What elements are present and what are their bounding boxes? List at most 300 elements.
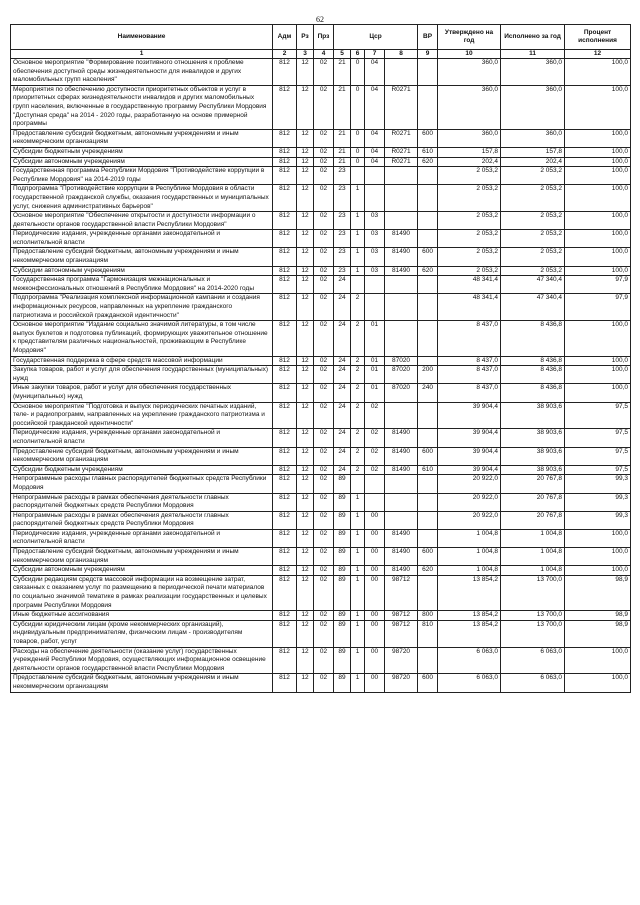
row-rz-cell: 12 bbox=[297, 167, 314, 185]
row-csr-program-cell: 21 bbox=[334, 59, 351, 86]
row-rz-cell: 12 bbox=[297, 157, 314, 167]
row-percent-cell: 97,5 bbox=[565, 402, 631, 429]
row-percent-cell: 100,0 bbox=[565, 647, 631, 674]
row-percent-cell: 100,0 bbox=[565, 85, 631, 129]
row-csr-measure-cell: 01 bbox=[365, 356, 385, 366]
row-csr-program-cell: 24 bbox=[334, 402, 351, 429]
row-prz-cell: 02 bbox=[314, 167, 334, 185]
row-executed-cell: 20 767,8 bbox=[501, 475, 565, 493]
table-row bbox=[11, 321, 631, 356]
row-csr-subprogram-cell bbox=[351, 167, 365, 185]
row-csr-direction-cell: 81490 bbox=[385, 266, 418, 276]
row-adm-cell: 812 bbox=[273, 429, 297, 447]
row-adm-cell: 812 bbox=[273, 167, 297, 185]
header-name: Наименование bbox=[11, 25, 273, 50]
row-csr-measure-cell: 04 bbox=[365, 147, 385, 157]
row-csr-direction-cell bbox=[385, 59, 418, 86]
row-csr-program-cell: 89 bbox=[334, 511, 351, 529]
row-prz-cell: 02 bbox=[314, 647, 334, 674]
row-csr-measure-cell: 00 bbox=[365, 511, 385, 529]
row-adm-cell: 812 bbox=[273, 129, 297, 147]
row-percent-cell: 100,0 bbox=[565, 566, 631, 576]
row-name-cell: Предоставление субсидий бюджетным, автономным учреждениям и иным некоммерческим организациям bbox=[11, 129, 273, 147]
row-approved-cell: 13 854,2 bbox=[438, 611, 501, 621]
row-percent-cell: 98,9 bbox=[565, 611, 631, 621]
row-executed-cell: 2 053,2 bbox=[501, 248, 565, 266]
page-number: 62 bbox=[316, 15, 324, 24]
row-percent-cell: 99,3 bbox=[565, 493, 631, 511]
row-rz-cell: 12 bbox=[297, 548, 314, 566]
row-csr-measure-cell bbox=[365, 475, 385, 493]
row-vr-cell bbox=[418, 493, 438, 511]
row-percent-cell: 98,9 bbox=[565, 575, 631, 610]
row-rz-cell: 12 bbox=[297, 294, 314, 321]
row-approved-cell: 360,0 bbox=[438, 59, 501, 86]
row-vr-cell: 620 bbox=[418, 566, 438, 576]
row-approved-cell: 2 053,2 bbox=[438, 230, 501, 248]
row-csr-subprogram-cell: 1 bbox=[351, 566, 365, 576]
row-approved-cell: 8 437,0 bbox=[438, 366, 501, 384]
table-row bbox=[11, 366, 631, 384]
row-csr-direction-cell bbox=[385, 475, 418, 493]
row-csr-direction-cell bbox=[385, 511, 418, 529]
row-percent-cell: 99,3 bbox=[565, 475, 631, 493]
row-csr-direction-cell: 81490 bbox=[385, 248, 418, 266]
row-percent-cell: 100,0 bbox=[565, 366, 631, 384]
row-approved-cell: 20 922,0 bbox=[438, 493, 501, 511]
row-csr-program-cell: 24 bbox=[334, 447, 351, 465]
row-csr-measure-cell: 03 bbox=[365, 212, 385, 230]
column-number-row bbox=[11, 50, 631, 59]
row-csr-subprogram-cell: 1 bbox=[351, 493, 365, 511]
row-prz-cell: 02 bbox=[314, 475, 334, 493]
row-csr-subprogram-cell: 2 bbox=[351, 465, 365, 475]
row-csr-direction-cell: 81490 bbox=[385, 230, 418, 248]
row-vr-cell bbox=[418, 185, 438, 212]
row-prz-cell: 02 bbox=[314, 248, 334, 266]
header-approved: Утверждено на год bbox=[438, 25, 501, 50]
row-prz-cell: 02 bbox=[314, 276, 334, 294]
row-name-cell: Непрограммные расходы в рамках обеспечения деятельности главных распорядителей бюджетных средств Республики Мордовия bbox=[11, 493, 273, 511]
row-csr-program-cell: 89 bbox=[334, 674, 351, 692]
row-approved-cell: 2 053,2 bbox=[438, 212, 501, 230]
row-csr-direction-cell bbox=[385, 212, 418, 230]
row-rz-cell: 12 bbox=[297, 356, 314, 366]
row-vr-cell bbox=[418, 529, 438, 547]
row-vr-cell: 240 bbox=[418, 384, 438, 402]
row-csr-program-cell: 21 bbox=[334, 85, 351, 129]
row-csr-measure-cell bbox=[365, 294, 385, 321]
row-approved-cell: 2 053,2 bbox=[438, 248, 501, 266]
row-csr-direction-cell: 98712 bbox=[385, 611, 418, 621]
row-csr-direction-cell bbox=[385, 185, 418, 212]
row-executed-cell: 2 053,2 bbox=[501, 230, 565, 248]
row-rz-cell: 12 bbox=[297, 465, 314, 475]
row-csr-direction-cell: 87020 bbox=[385, 366, 418, 384]
row-rz-cell: 12 bbox=[297, 212, 314, 230]
row-approved-cell: 2 053,2 bbox=[438, 266, 501, 276]
table-row bbox=[11, 511, 631, 529]
row-percent-cell: 97,9 bbox=[565, 294, 631, 321]
row-prz-cell: 02 bbox=[314, 384, 334, 402]
row-csr-subprogram-cell: 1 bbox=[351, 548, 365, 566]
row-csr-program-cell: 89 bbox=[334, 611, 351, 621]
row-adm-cell: 812 bbox=[273, 384, 297, 402]
row-vr-cell bbox=[418, 276, 438, 294]
row-csr-subprogram-cell: 2 bbox=[351, 321, 365, 356]
row-csr-direction-cell: 81490 bbox=[385, 465, 418, 475]
row-approved-cell: 6 063,0 bbox=[438, 674, 501, 692]
row-approved-cell: 2 053,2 bbox=[438, 167, 501, 185]
row-csr-measure-cell: 04 bbox=[365, 157, 385, 167]
row-adm-cell: 812 bbox=[273, 620, 297, 647]
table-row bbox=[11, 356, 631, 366]
row-csr-direction-cell: 98712 bbox=[385, 575, 418, 610]
row-percent-cell: 100,0 bbox=[565, 266, 631, 276]
row-percent-cell: 100,0 bbox=[565, 147, 631, 157]
table-row bbox=[11, 447, 631, 465]
row-executed-cell: 360,0 bbox=[501, 59, 565, 86]
row-csr-measure-cell: 03 bbox=[365, 248, 385, 266]
row-csr-direction-cell: 98720 bbox=[385, 674, 418, 692]
row-prz-cell: 02 bbox=[314, 429, 334, 447]
row-rz-cell: 12 bbox=[297, 575, 314, 610]
row-executed-cell: 6 063,0 bbox=[501, 647, 565, 674]
table-row bbox=[11, 157, 631, 167]
row-name-cell: Субсидии юридическим лицам (кроме некоммерческих организаций), индивидуальным предпринимателям, физическим лицам - производителям товаров, работ, услуг bbox=[11, 620, 273, 647]
row-adm-cell: 812 bbox=[273, 611, 297, 621]
row-csr-subprogram-cell: 2 bbox=[351, 384, 365, 402]
table-row bbox=[11, 85, 631, 129]
table-row bbox=[11, 129, 631, 147]
row-csr-measure-cell: 02 bbox=[365, 429, 385, 447]
row-csr-subprogram-cell: 2 bbox=[351, 294, 365, 321]
row-adm-cell: 812 bbox=[273, 59, 297, 86]
row-approved-cell: 48 341,4 bbox=[438, 276, 501, 294]
table-row bbox=[11, 575, 631, 610]
row-executed-cell: 2 053,2 bbox=[501, 266, 565, 276]
row-csr-direction-cell bbox=[385, 402, 418, 429]
row-executed-cell: 38 903,6 bbox=[501, 402, 565, 429]
row-executed-cell: 13 700,0 bbox=[501, 611, 565, 621]
table-row bbox=[11, 167, 631, 185]
row-executed-cell: 157,8 bbox=[501, 147, 565, 157]
row-name-cell: Расходы на обеспечение деятельности (оказание услуг) государственных учреждений Республики Мордовия, осуществляющих информационное освещение деятельности органов государственной власти Республики Мордовия bbox=[11, 647, 273, 674]
header-prz: Прз bbox=[314, 25, 334, 50]
row-csr-subprogram-cell: 1 bbox=[351, 248, 365, 266]
row-csr-program-cell: 24 bbox=[334, 321, 351, 356]
row-rz-cell: 12 bbox=[297, 620, 314, 647]
table-row bbox=[11, 465, 631, 475]
table-row bbox=[11, 429, 631, 447]
row-csr-program-cell: 21 bbox=[334, 129, 351, 147]
column-number-cell: 3 bbox=[297, 50, 314, 59]
row-csr-subprogram-cell: 0 bbox=[351, 85, 365, 129]
column-number-cell: 4 bbox=[314, 50, 334, 59]
row-name-cell: Субсидии бюджетным учреждениям bbox=[11, 147, 273, 157]
row-adm-cell: 812 bbox=[273, 185, 297, 212]
row-csr-program-cell: 21 bbox=[334, 147, 351, 157]
row-adm-cell: 812 bbox=[273, 465, 297, 475]
row-csr-subprogram-cell: 1 bbox=[351, 511, 365, 529]
row-csr-measure-cell: 00 bbox=[365, 566, 385, 576]
row-vr-cell: 600 bbox=[418, 447, 438, 465]
row-prz-cell: 02 bbox=[314, 548, 334, 566]
row-approved-cell: 360,0 bbox=[438, 129, 501, 147]
row-csr-subprogram-cell: 0 bbox=[351, 59, 365, 86]
row-rz-cell: 12 bbox=[297, 366, 314, 384]
row-adm-cell: 812 bbox=[273, 529, 297, 547]
table-row bbox=[11, 529, 631, 547]
header-percent: Процент исполнения bbox=[565, 25, 631, 50]
row-csr-subprogram-cell: 1 bbox=[351, 620, 365, 647]
row-vr-cell: 610 bbox=[418, 465, 438, 475]
column-number-cell: 2 bbox=[273, 50, 297, 59]
table-row bbox=[11, 620, 631, 647]
row-adm-cell: 812 bbox=[273, 321, 297, 356]
row-executed-cell: 38 903,6 bbox=[501, 429, 565, 447]
row-name-cell: Иные закупки товаров, работ и услуг для обеспечения государственных (муниципальных) нужд bbox=[11, 384, 273, 402]
row-csr-program-cell: 23 bbox=[334, 212, 351, 230]
row-executed-cell: 20 767,8 bbox=[501, 511, 565, 529]
table-row bbox=[11, 276, 631, 294]
table-row bbox=[11, 566, 631, 576]
row-executed-cell: 47 340,4 bbox=[501, 294, 565, 321]
row-adm-cell: 812 bbox=[273, 294, 297, 321]
table-row bbox=[11, 647, 631, 674]
row-rz-cell: 12 bbox=[297, 647, 314, 674]
row-csr-measure-cell: 00 bbox=[365, 575, 385, 610]
row-approved-cell: 202,4 bbox=[438, 157, 501, 167]
row-csr-program-cell: 23 bbox=[334, 167, 351, 185]
row-csr-direction-cell: 87020 bbox=[385, 384, 418, 402]
row-vr-cell bbox=[418, 167, 438, 185]
row-csr-measure-cell bbox=[365, 167, 385, 185]
row-name-cell: Непрограммные расходы главных распорядителей бюджетных средств Республики Мордовия bbox=[11, 475, 273, 493]
row-csr-subprogram-cell: 1 bbox=[351, 674, 365, 692]
row-name-cell: Государственная программа Республики Мордовия "Противодействие коррупции в Республике Мордовия" на 2014-2019 годы bbox=[11, 167, 273, 185]
row-prz-cell: 02 bbox=[314, 366, 334, 384]
row-csr-program-cell: 23 bbox=[334, 185, 351, 212]
row-percent-cell: 97,5 bbox=[565, 429, 631, 447]
row-vr-cell: 810 bbox=[418, 620, 438, 647]
row-prz-cell: 02 bbox=[314, 185, 334, 212]
row-vr-cell bbox=[418, 321, 438, 356]
table-row bbox=[11, 674, 631, 692]
row-csr-direction-cell: 81490 bbox=[385, 447, 418, 465]
row-percent-cell: 100,0 bbox=[565, 248, 631, 266]
table-body bbox=[11, 59, 631, 693]
row-approved-cell: 48 341,4 bbox=[438, 294, 501, 321]
row-prz-cell: 02 bbox=[314, 620, 334, 647]
row-prz-cell: 02 bbox=[314, 465, 334, 475]
row-csr-program-cell: 89 bbox=[334, 529, 351, 547]
row-percent-cell: 100,0 bbox=[565, 185, 631, 212]
row-rz-cell: 12 bbox=[297, 511, 314, 529]
row-csr-direction-cell bbox=[385, 167, 418, 185]
column-number-cell: 5 bbox=[334, 50, 351, 59]
row-csr-program-cell: 24 bbox=[334, 465, 351, 475]
row-executed-cell: 1 004,8 bbox=[501, 548, 565, 566]
row-adm-cell: 812 bbox=[273, 511, 297, 529]
row-csr-program-cell: 89 bbox=[334, 548, 351, 566]
row-name-cell: Субсидии редакциям средств массовой информации на возмещение затрат, связанных с оказанием услуг по размещению в периодической печати материалов по социально значимой тематике в рамках реализации государственных и целевых программ Республики Мордовия bbox=[11, 575, 273, 610]
row-vr-cell: 600 bbox=[418, 674, 438, 692]
row-csr-program-cell: 89 bbox=[334, 575, 351, 610]
row-adm-cell: 812 bbox=[273, 276, 297, 294]
row-executed-cell: 2 053,2 bbox=[501, 185, 565, 212]
row-vr-cell bbox=[418, 85, 438, 129]
row-percent-cell: 100,0 bbox=[565, 157, 631, 167]
row-approved-cell: 39 904,4 bbox=[438, 465, 501, 475]
row-prz-cell: 02 bbox=[314, 356, 334, 366]
row-approved-cell: 39 904,4 bbox=[438, 402, 501, 429]
row-vr-cell bbox=[418, 429, 438, 447]
row-csr-measure-cell: 04 bbox=[365, 129, 385, 147]
row-percent-cell: 97,5 bbox=[565, 447, 631, 465]
row-prz-cell: 02 bbox=[314, 59, 334, 86]
row-csr-subprogram-cell: 2 bbox=[351, 366, 365, 384]
row-csr-program-cell: 24 bbox=[334, 366, 351, 384]
row-approved-cell: 6 063,0 bbox=[438, 647, 501, 674]
row-executed-cell: 202,4 bbox=[501, 157, 565, 167]
row-csr-program-cell: 89 bbox=[334, 647, 351, 674]
row-prz-cell: 02 bbox=[314, 157, 334, 167]
row-executed-cell: 8 436,8 bbox=[501, 366, 565, 384]
row-csr-subprogram-cell: 1 bbox=[351, 647, 365, 674]
row-approved-cell: 8 437,0 bbox=[438, 356, 501, 366]
row-executed-cell: 13 700,0 bbox=[501, 620, 565, 647]
row-vr-cell: 600 bbox=[418, 548, 438, 566]
row-csr-direction-cell: 87020 bbox=[385, 356, 418, 366]
row-csr-program-cell: 24 bbox=[334, 294, 351, 321]
row-rz-cell: 12 bbox=[297, 402, 314, 429]
row-csr-measure-cell: 00 bbox=[365, 529, 385, 547]
row-adm-cell: 812 bbox=[273, 575, 297, 610]
row-csr-direction-cell: 81490 bbox=[385, 529, 418, 547]
row-csr-program-cell: 23 bbox=[334, 230, 351, 248]
row-percent-cell: 99,3 bbox=[565, 511, 631, 529]
row-rz-cell: 12 bbox=[297, 147, 314, 157]
row-adm-cell: 812 bbox=[273, 674, 297, 692]
row-prz-cell: 02 bbox=[314, 230, 334, 248]
row-percent-cell: 100,0 bbox=[565, 529, 631, 547]
row-name-cell: Предоставление субсидий бюджетным, автономным учреждениям и иным некоммерческим организациям bbox=[11, 248, 273, 266]
row-vr-cell: 800 bbox=[418, 611, 438, 621]
row-rz-cell: 12 bbox=[297, 384, 314, 402]
row-adm-cell: 812 bbox=[273, 566, 297, 576]
row-rz-cell: 12 bbox=[297, 276, 314, 294]
row-csr-subprogram-cell: 0 bbox=[351, 147, 365, 157]
row-csr-program-cell: 23 bbox=[334, 248, 351, 266]
row-vr-cell: 610 bbox=[418, 147, 438, 157]
column-number-cell: 10 bbox=[438, 50, 501, 59]
row-rz-cell: 12 bbox=[297, 529, 314, 547]
row-vr-cell bbox=[418, 475, 438, 493]
row-percent-cell: 100,0 bbox=[565, 548, 631, 566]
row-csr-direction-cell: R0271 bbox=[385, 129, 418, 147]
row-csr-measure-cell: 01 bbox=[365, 384, 385, 402]
row-percent-cell: 97,5 bbox=[565, 465, 631, 475]
row-csr-measure-cell: 00 bbox=[365, 647, 385, 674]
row-name-cell: Закупка товаров, работ и услуг для обеспечения государственных (муниципальных) нужд bbox=[11, 366, 273, 384]
row-vr-cell bbox=[418, 575, 438, 610]
row-approved-cell: 1 004,8 bbox=[438, 548, 501, 566]
row-csr-measure-cell: 02 bbox=[365, 402, 385, 429]
row-csr-direction-cell: 81490 bbox=[385, 566, 418, 576]
row-adm-cell: 812 bbox=[273, 248, 297, 266]
table-row bbox=[11, 266, 631, 276]
row-vr-cell: 600 bbox=[418, 129, 438, 147]
row-csr-measure-cell: 00 bbox=[365, 674, 385, 692]
row-approved-cell: 39 904,4 bbox=[438, 447, 501, 465]
row-name-cell: Субсидии автономным учреждениям bbox=[11, 266, 273, 276]
row-rz-cell: 12 bbox=[297, 566, 314, 576]
row-csr-measure-cell: 03 bbox=[365, 266, 385, 276]
row-csr-measure-cell: 00 bbox=[365, 548, 385, 566]
row-vr-cell bbox=[418, 230, 438, 248]
row-name-cell: Государственная программа "Гармонизация межнациональных и межконфессиональных отношений в Республике Мордовия" на 2014-2020 годы bbox=[11, 276, 273, 294]
table-row bbox=[11, 185, 631, 212]
row-approved-cell: 8 437,0 bbox=[438, 321, 501, 356]
row-csr-program-cell: 21 bbox=[334, 157, 351, 167]
row-csr-direction-cell: 98712 bbox=[385, 620, 418, 647]
row-vr-cell bbox=[418, 356, 438, 366]
row-approved-cell: 20 922,0 bbox=[438, 511, 501, 529]
row-percent-cell: 97,9 bbox=[565, 276, 631, 294]
table-row bbox=[11, 230, 631, 248]
row-name-cell: Субсидии автономным учреждениям bbox=[11, 157, 273, 167]
row-name-cell: Предоставление субсидий бюджетным, автономным учреждениям и иным некоммерческим организациям bbox=[11, 674, 273, 692]
row-executed-cell: 360,0 bbox=[501, 129, 565, 147]
row-adm-cell: 812 bbox=[273, 447, 297, 465]
row-approved-cell: 20 922,0 bbox=[438, 475, 501, 493]
row-approved-cell: 157,8 bbox=[438, 147, 501, 157]
row-rz-cell: 12 bbox=[297, 185, 314, 212]
row-prz-cell: 02 bbox=[314, 402, 334, 429]
row-name-cell: Субсидии автономным учреждениям bbox=[11, 566, 273, 576]
row-csr-program-cell: 24 bbox=[334, 356, 351, 366]
row-adm-cell: 812 bbox=[273, 266, 297, 276]
table-row bbox=[11, 384, 631, 402]
row-executed-cell: 8 436,8 bbox=[501, 384, 565, 402]
row-vr-cell bbox=[418, 212, 438, 230]
row-csr-measure-cell: 00 bbox=[365, 620, 385, 647]
table-row bbox=[11, 248, 631, 266]
row-csr-subprogram-cell: 1 bbox=[351, 529, 365, 547]
row-csr-subprogram-cell bbox=[351, 276, 365, 294]
table-row bbox=[11, 493, 631, 511]
row-name-cell: Предоставление субсидий бюджетным, автономным учреждениям и иным некоммерческим организациям bbox=[11, 447, 273, 465]
row-rz-cell: 12 bbox=[297, 611, 314, 621]
row-adm-cell: 812 bbox=[273, 147, 297, 157]
row-prz-cell: 02 bbox=[314, 147, 334, 157]
row-adm-cell: 812 bbox=[273, 157, 297, 167]
row-adm-cell: 812 bbox=[273, 230, 297, 248]
row-percent-cell: 98,9 bbox=[565, 620, 631, 647]
row-csr-subprogram-cell: 0 bbox=[351, 129, 365, 147]
row-adm-cell: 812 bbox=[273, 548, 297, 566]
row-csr-program-cell: 24 bbox=[334, 384, 351, 402]
row-rz-cell: 12 bbox=[297, 321, 314, 356]
row-csr-direction-cell: R0271 bbox=[385, 147, 418, 157]
table-row bbox=[11, 294, 631, 321]
row-vr-cell: 620 bbox=[418, 157, 438, 167]
row-executed-cell: 13 700,0 bbox=[501, 575, 565, 610]
column-number-cell: 6 bbox=[351, 50, 365, 59]
row-vr-cell: 620 bbox=[418, 266, 438, 276]
row-csr-direction-cell: 81490 bbox=[385, 429, 418, 447]
